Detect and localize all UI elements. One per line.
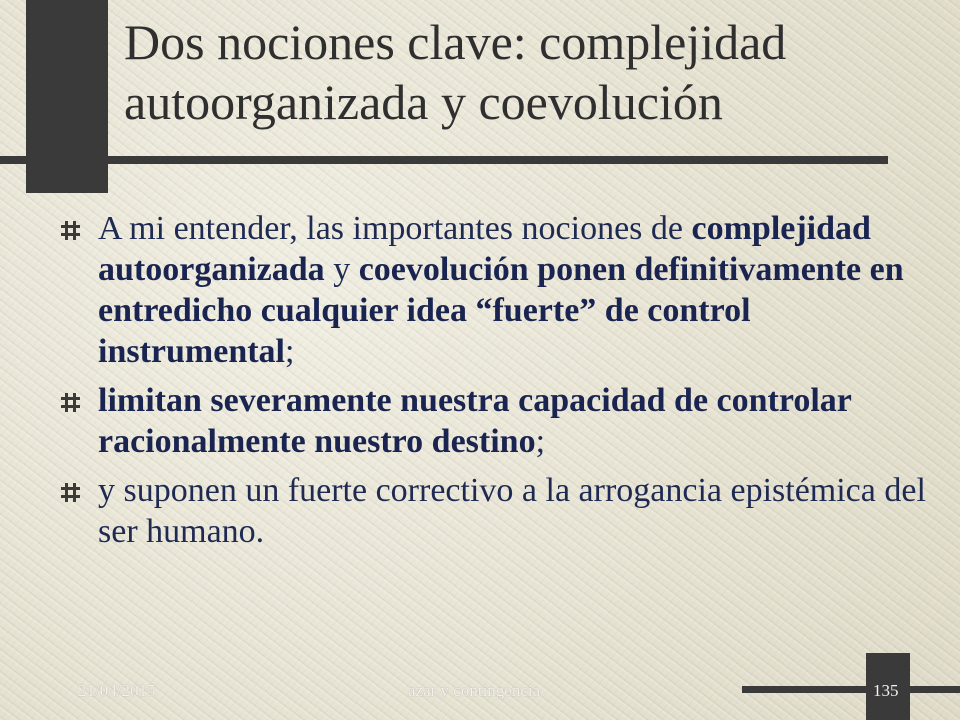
bullet-segment: ;	[285, 333, 295, 370]
bullet-item	[60, 380, 950, 462]
bullet-text	[98, 472, 926, 550]
page-number: 135	[873, 681, 899, 700]
bullet-segment: y	[324, 251, 359, 288]
slide-title-line-1: Dos nociones clave: complejidad	[124, 14, 787, 70]
hash-bullet-icon	[60, 392, 81, 413]
bullet-text	[98, 210, 904, 370]
bullet-segment: y suponen un fuerte correctivo a la arrogancia epistémica del ser humano.	[98, 472, 926, 550]
hash-bullet-icon	[60, 482, 81, 503]
title-divider	[0, 156, 888, 164]
bullet-segment-bold: coevolución ponen definitivamente en entredicho cualquier idea “fuerte” de control instrumental	[98, 251, 904, 370]
bullet-text	[98, 382, 851, 460]
bullet-segment-bold: complejidad autoorganizada	[98, 210, 871, 288]
hash-bullet-icon	[60, 220, 81, 241]
footer-topic: azar y contingencia	[408, 681, 541, 700]
bullet-segment-bold: limitan severamente nuestra capacidad de controlar racionalmente nuestro destino	[98, 382, 852, 460]
slide-title	[124, 12, 944, 132]
left-accent-bar	[26, 0, 108, 193]
slide-title-line-2: autoorganizada y coevolución	[124, 74, 723, 130]
bullet-list	[60, 208, 950, 560]
bullet-item	[60, 470, 950, 552]
bullet-segment: A mi entender, las importantes nociones de	[98, 210, 692, 247]
bullet-segment: ;	[535, 423, 546, 460]
bullet-item	[60, 208, 950, 372]
footer-date: 21/04/2015	[78, 681, 156, 700]
footer-divider	[742, 686, 960, 693]
